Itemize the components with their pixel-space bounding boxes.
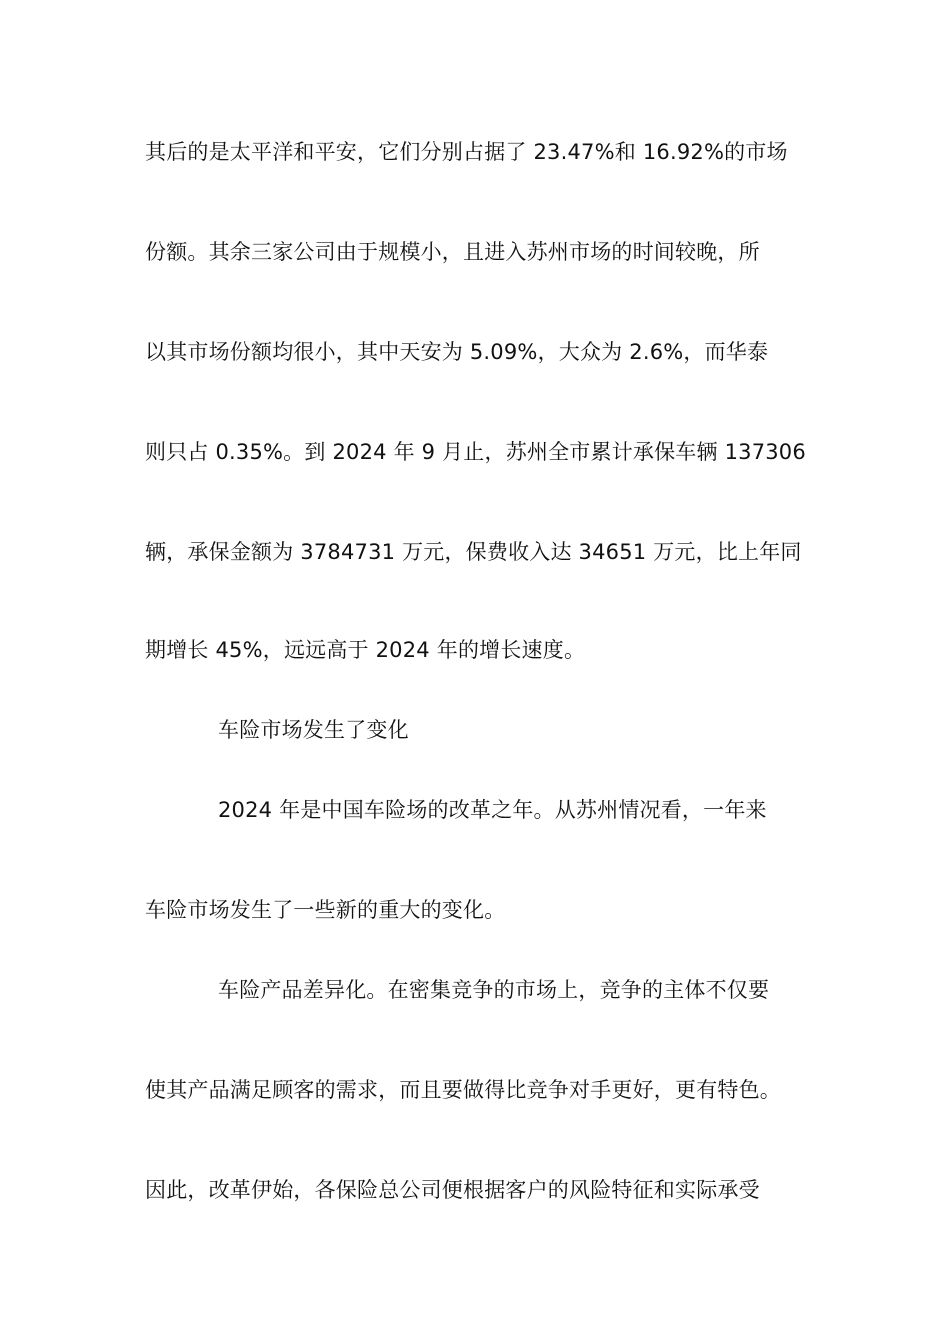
paragraph-line-7: 2024 年是中国车险场的改革之年。从苏州情况看，一年来 (218, 798, 767, 822)
paragraph-line-5: 辆，承保金额为 3784731 万元，保费收入达 34651 万元，比上年同 (145, 540, 802, 564)
section-heading: 车险市场发生了变化 (218, 718, 409, 742)
paragraph-line-3: 以其市场份额均很小，其中天安为 5.09%，大众为 2.6%，而华泰 (145, 340, 769, 364)
paragraph-line-2: 份额。其余三家公司由于规模小，且进入苏州市场的时间较晚，所 (145, 240, 760, 264)
paragraph-line-11: 因此，改革伊始，各保险总公司便根据客户的风险特征和实际承受 (145, 1178, 760, 1202)
paragraph-line-4: 则只占 0.35%。到 2024 年 9 月止，苏州全市累计承保车辆 137306 (145, 440, 806, 464)
paragraph-line-8: 车险市场发生了一些新的重大的变化。 (145, 898, 506, 922)
paragraph-line-10: 使其产品满足顾客的需求，而且要做得比竞争对手更好，更有特色。 (145, 1078, 781, 1102)
paragraph-line-6: 期增长 45%，远远高于 2024 年的增长速度。 (145, 638, 586, 662)
paragraph-line-1: 其后的是太平洋和平安，它们分别占据了 23.47%和 16.92%的市场 (145, 140, 788, 164)
paragraph-line-9: 车险产品差异化。在密集竞争的市场上，竞争的主体不仅要 (218, 978, 770, 1002)
